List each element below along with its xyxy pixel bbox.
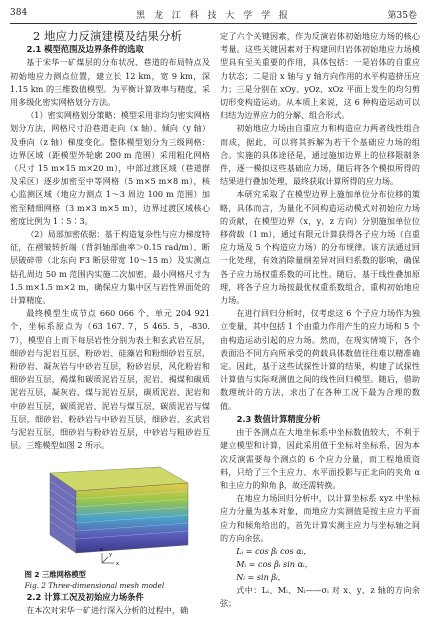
journal-title: 黑 龙 江 科 技 大 学 学 报 <box>136 11 291 21</box>
header-rule <box>10 23 417 24</box>
mesh-model-illustration <box>10 459 210 567</box>
subsection-heading: 2.1 模型范围及边界条件的选取 <box>26 44 144 55</box>
equation-line: Mᵢ = cos βᵢ sin αᵢ， <box>236 558 313 569</box>
axis-y-label: y <box>109 551 112 558</box>
paragraph: 由于各测点在大地坐标系中坐标数值较大，不利于建立模型和计算，因此采用值于坐标对坐标系，因为本次反演需要每个测点的 6 个应力分量，而工程地质资料，只给了三个主应力、水平面投影与正北向的夹角 α 和主应力的仰角 β，故还需转换。 <box>220 427 420 490</box>
subsection-heading: 2.2 计算工况及初始应力场条件 <box>26 591 144 602</box>
volume-label: 第35卷 <box>387 11 417 21</box>
paragraph: 本研究采取了在模型边界上施加单位分布位移的策略，具体而言，为量化不同构造运动模式对初始应力场的贡献，在模型边界（x，y，z 方向）分别施加单位位移荷载（1 m），通过有限元计算获得各子应力场（自重应力场及 5 个构造应力场）的分布规律。该方法通过回一化处理，有效消除量纲差异对回归系数的影响，确保各子应力场权重系数的可比性。随后，基于线性叠加原理，将各子应力场按最优权重系数组合，重构初始地应力场。 <box>220 189 420 306</box>
paragraph: （1）密实网格划分策略：模型采用非均匀密实网格划分方法，网格尺寸沿巷道走向（x 轴）、倾向（y 轴）及垂向（z 轴）梯度变化。整体模型划分为三级网格：边界区域（距模型外轮廓 200 m 范围）采用粗化网格（尺寸 15 m×15 m×20 m），中部过渡区域（巷道群及采区）逐步加密至中等网格（5 m×5 m×8 m），核心监测区域（地应力测点 1～3 周边 100 m 范围）加密至精细网格（3 m×3 m×5 m），边界过渡区域核心密度比例为 1∶5∶3。 <box>10 110 210 226</box>
paragraph: 基于宋华一矿煤层的分布状况、巷道的布局特点及初始地应力测点位置，建立长 12 km，宽 9 km，深 1.15 km 的三维数值模型。为平衡计算效率与精度，采用多级化密实网格划分方法。 <box>10 57 210 108</box>
right-column <box>220 30 420 610</box>
figure-caption-en: Fig. 2 Three-dimensional mesh model <box>24 580 165 590</box>
axis-x-label: x <box>116 560 119 567</box>
axis-z-label: z <box>100 546 103 553</box>
figure-caption-cn: 图 2 三维网格模型 <box>24 569 86 579</box>
paragraph: 定了六个关键因素，作为反演岩体初始地应力场的核心考量。这些关键因素对于构建回归岩体初始地应力场模型具有至关重要的作用，具体包括：一是岩体的自重应力状态；二是沿 x 轴与 y 轴方向作用的水平构造挤压应力；三是分别在 xOy、yOz、xOz 平面上发生的均匀剪切形变构造运动。从本质上来说，这 6 种构造运动可以归结为边界应力的分解、组合形式。 <box>220 31 420 121</box>
paragraph: （2）局部加密依据：基于构造复杂性与应力梯度特征，在褶皱转折端（背斜轴部曲率＞0.15 rad/m）、断层破碎带（北东向 F3 断层带宽 10～15 m）及实测点钻孔周边 50 m 范围内实施二次加密，最小网格尺寸为 1.5 m×1.5 m×2 m，确保应力集中区与岩性界面处的计算精度。 <box>10 229 210 306</box>
running-header <box>10 8 417 22</box>
equation-line: Nᵢ = sin βᵢ， <box>236 571 286 582</box>
left-column <box>10 30 210 617</box>
paragraph: 最终模型生成节点 660 066 个、单元 204 921 个，坐标系原点为（63 167. 7，5 465. 5，-830. 7），模型自上而下每层岩性分别为表土和玄武岩互层，细砂岩与泥岩互层，粉砂岩、硅藻岩和粉细砂岩互层，粉砂岩、凝灰岩与中砂岩互层，粉砂岩层，风化粉岩和细砂岩互层，褐煤和碳质泥岩互层，泥岩、褐煤和碳质泥岩互层，凝灰岩、煤与泥岩互层，碳质泥岩、泥岩和中砂岩互层，碳质泥岩、泥岩与煤互层，碳质泥岩与煤互层，细砂岩、粉砂岩与中砂岩互层，细砂岩、玄武岩与泥岩互层，细砂岩与粉砂岩互层，中砂岩与粗砂岩互层。三维模型如图 2 所示。 <box>10 308 210 451</box>
paragraph: 在进行回归分析时，仅考虑这 6 个子应力场作为独立变量，其中包括 1 个由重力作用产生的应力场和 5 个由构造运动引起的应力场。然而，在现实情境下，各个表面沿不同方向所承受的荷载具体数值往往难以精准确定。因此，基于这些试探性计算的结果，构建了试探性计算值与实际观测值之间的线性回归模型。随后，借助数理统计的方法，求出了在各种工况下最为合理的数值。 <box>220 308 420 411</box>
subsection-heading: 2.3 数值计算精度分析 <box>236 413 321 424</box>
section-heading: 2 地应力反演建模及结果分析 <box>33 29 182 43</box>
paragraph: 在本次对宋华一矿进行深入分析的过程中，确 <box>26 604 189 615</box>
paragraph: 初始地应力场由自重应力和构造应力两者线性组合而成，据此，可以将其拆解为若干个基础应力场的组合。实施的具体途径是，通过施加边界上的位移限制条件，逐一模拟这些基础应力场，随后将各个模拟所得的结果进行叠加处理，最终获取计算所得的应力场。 <box>220 123 420 187</box>
paragraph: 式中：Lᵢ、Mᵢ、Nᵢ——σᵢ 对 x、y、z 轴的方向余弦； <box>220 584 420 609</box>
figure-mesh-model <box>10 459 210 567</box>
equation-line: Lᵢ = cos βᵢ cos αᵢ， <box>236 545 312 556</box>
equation-block <box>220 545 420 584</box>
page-number: 384 <box>10 8 28 18</box>
paragraph: 在地应力场回归分析中，以计算坐标系 xyz 中坐标应力分量为基本对象，而地应力实测值是按主应力平面应力和倾角给出的，首先计算实测主应力与坐标轴之间的方向余弦。 <box>220 493 420 543</box>
